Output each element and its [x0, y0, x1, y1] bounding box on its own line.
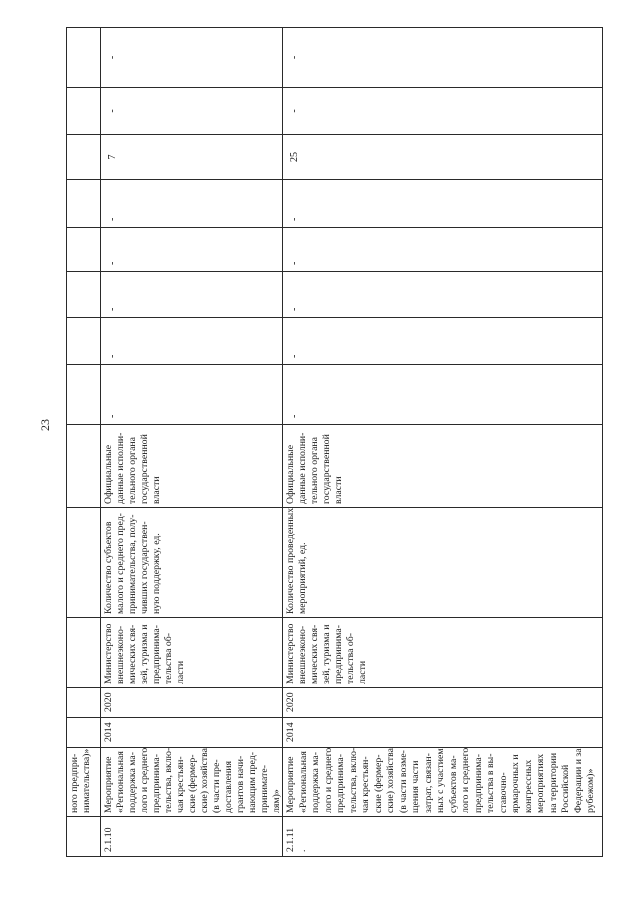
- text-line: (в части возме-: [397, 750, 409, 813]
- value-cell: -: [283, 27, 603, 87]
- value-cell: 25: [283, 134, 603, 179]
- responsible-body-cell: [283, 617, 603, 687]
- text-line: данные исполни-: [115, 432, 126, 504]
- text-line: тельства об-: [345, 632, 356, 684]
- text-line: мических свя-: [309, 624, 320, 684]
- end-year-cell: [67, 687, 101, 717]
- value-cell: [67, 87, 101, 134]
- text-line: предпринима-: [151, 625, 162, 684]
- value-cell: [67, 134, 101, 179]
- text-line: Российской: [560, 764, 571, 813]
- start-year-cell: [67, 717, 101, 747]
- text-line: ярмарочных и: [510, 754, 521, 813]
- text-line: Официальные: [103, 444, 114, 504]
- value-cell: [67, 271, 101, 317]
- text-line: щения части: [410, 760, 421, 813]
- text-line: предпринима-: [333, 625, 344, 684]
- start-year-cell: 2014: [283, 717, 603, 747]
- text-line: зей, туризма и: [139, 624, 150, 684]
- value-cell: -: [283, 364, 603, 424]
- data-source-cell: [101, 424, 283, 507]
- text-line: Количество проведенных: [285, 507, 296, 614]
- text-line: затрат, связан-: [422, 753, 434, 813]
- text-line: ские (фермер-: [187, 754, 198, 813]
- text-line: Федерации и за: [572, 748, 584, 813]
- indicator-cell: [283, 507, 603, 617]
- value-cell: -: [283, 87, 603, 134]
- text-line: нимательства)»: [81, 748, 92, 813]
- value-cell: [67, 364, 101, 424]
- text-line: лого и среднего: [139, 747, 150, 813]
- text-line: «Региональная: [297, 751, 309, 813]
- data-source-cell: [283, 424, 603, 507]
- text-line: Мероприятие: [103, 756, 114, 813]
- text-line: власти: [151, 476, 162, 504]
- text-line: лям)»: [271, 789, 282, 813]
- text-line: ские (фермер-: [372, 754, 384, 813]
- text-line: тельного органа: [309, 436, 320, 504]
- event-name-cell: [67, 747, 101, 816]
- text-line: государственной: [139, 434, 150, 504]
- text-line: 2.1.11: [285, 827, 296, 852]
- text-line: рубежом)»: [585, 768, 596, 813]
- text-line: принимате-: [259, 765, 270, 813]
- value-cell: -: [283, 179, 603, 227]
- responsible-body-cell: [67, 617, 101, 687]
- value-cell: -: [101, 364, 283, 424]
- text-line: поддержка ма-: [127, 752, 138, 813]
- text-line: Мероприятие: [285, 756, 296, 813]
- text-line: ские) хозяйства: [385, 748, 396, 813]
- indicator-cell: [101, 507, 283, 617]
- text-line: малого и среднего пред-: [115, 513, 126, 614]
- value-cell: [67, 317, 101, 364]
- text-line: предпринима-: [472, 754, 484, 813]
- text-line: ного предпри-: [69, 753, 80, 813]
- text-line: конгрессных: [522, 759, 534, 813]
- value-cell: -: [283, 317, 603, 364]
- text-line: грантов начи-: [235, 755, 246, 813]
- indicator-cell: [67, 507, 101, 617]
- value-cell: [67, 179, 101, 227]
- text-line: Министерство: [285, 623, 296, 684]
- text-line: ласти: [357, 660, 368, 684]
- text-line: предпринима-: [335, 754, 346, 813]
- data-source-cell: [67, 424, 101, 507]
- value-cell: [67, 27, 101, 87]
- value-cell: -: [283, 227, 603, 271]
- value-cell: [67, 227, 101, 271]
- value-cell: -: [101, 27, 283, 87]
- value-cell: -: [101, 87, 283, 134]
- number-cell: [283, 816, 603, 856]
- text-line: чая крестьян-: [175, 756, 186, 813]
- data-table: [66, 27, 603, 857]
- text-line: доставления: [223, 761, 234, 813]
- text-line: государственной: [321, 434, 332, 504]
- event-name-cell: [101, 747, 283, 816]
- text-line: тельства в вы-: [485, 753, 496, 813]
- page-number: 23: [38, 419, 52, 431]
- end-year-cell: 2020: [101, 687, 283, 717]
- text-line: нающим пред-: [247, 752, 258, 813]
- text-line: внешнеэконо-: [115, 625, 126, 684]
- text-line: мероприятиях: [535, 753, 546, 813]
- value-cell: 7: [101, 134, 283, 179]
- number-cell: [101, 816, 283, 856]
- text-line: поддержка ма-: [310, 752, 321, 813]
- text-line: ставочно-: [497, 772, 509, 813]
- text-line: лого и среднего: [322, 747, 334, 813]
- text-line: Министерство: [103, 623, 114, 684]
- value-cell: -: [101, 179, 283, 227]
- end-year-cell: 2020: [283, 687, 603, 717]
- text-line: «Региональная: [115, 751, 126, 813]
- text-line: власти: [333, 476, 344, 504]
- value-cell: -: [283, 271, 603, 317]
- text-line: Количество субъектов: [103, 521, 114, 614]
- text-line: данные исполни-: [297, 432, 308, 504]
- text-line: (в части пре-: [211, 759, 222, 813]
- text-line: ных с участием: [435, 748, 446, 813]
- text-line: тельного органа: [127, 436, 138, 504]
- text-line: мических свя-: [127, 624, 138, 684]
- text-line: мероприятий, ед.: [297, 542, 308, 614]
- text-line: субъектов ма-: [447, 755, 459, 813]
- text-line: ную поддержку, ед.: [151, 533, 162, 614]
- value-cell: -: [101, 317, 283, 364]
- number-cell: [67, 816, 101, 856]
- text-line: принимательства, полу-: [127, 514, 138, 614]
- text-line: лого и среднего: [460, 747, 471, 813]
- text-line: тельства, вклю-: [347, 747, 359, 813]
- text-line: внешнеэконо-: [297, 625, 308, 684]
- text-line: 2.1.10: [103, 827, 114, 852]
- text-line: ские) хозяйства: [199, 748, 210, 813]
- text-line: Официальные: [285, 444, 296, 504]
- text-line: чая крестьян-: [360, 756, 371, 813]
- text-line: тельства, вклю-: [163, 747, 174, 813]
- text-line: чивших государствен-: [139, 521, 150, 614]
- start-year-cell: 2014: [101, 717, 283, 747]
- text-line: зей, туризма и: [321, 624, 332, 684]
- text-line: тельства об-: [163, 632, 174, 684]
- text-line: предпринима-: [151, 754, 162, 813]
- event-name-cell: [283, 747, 603, 816]
- text-line: на территории: [547, 752, 559, 813]
- value-cell: -: [101, 227, 283, 271]
- responsible-body-cell: [101, 617, 283, 687]
- text-line: ласти: [175, 660, 186, 684]
- text-line: .: [297, 849, 308, 852]
- value-cell: -: [101, 271, 283, 317]
